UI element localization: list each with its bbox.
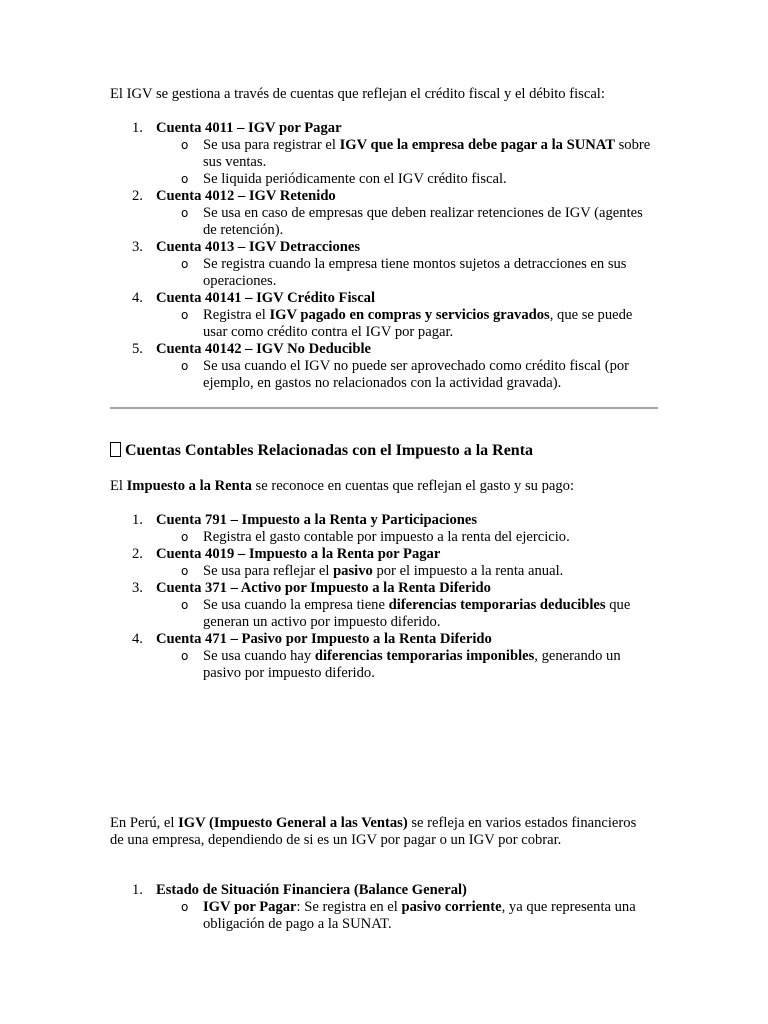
sub-bullet-text (203, 205, 660, 239)
sub-bullet-bold-run: IGV que la empresa debe pagar a la SUNAT (339, 137, 615, 153)
sub-bullet-item (110, 171, 660, 188)
list-item-number: 2. (132, 188, 143, 204)
bullet-marker-icon: o (181, 900, 189, 914)
sub-bullet-text-run: sobre sus ventas. (203, 137, 651, 170)
list-item-number: 3. (132, 580, 143, 596)
sub-bullet-text (203, 648, 660, 682)
list-item (110, 580, 660, 597)
list-item-title: Cuenta 371 – Activo por Impuesto a la Renta Diferido (156, 580, 491, 596)
sub-bullet-text-run: Se usa en caso de empresas que deben realizar retenciones de IGV (agentes de retención). (203, 205, 643, 238)
section-heading-renta (110, 441, 670, 461)
sub-bullet-bold-run: IGV por Pagar (203, 899, 297, 915)
sub-bullet-text-run: por el impuesto a la renta anual. (372, 563, 564, 579)
sub-bullet-text (203, 597, 660, 631)
sub-bullet-item (110, 529, 660, 546)
paragraph-bold-run: IGV (Impuesto General a las Ventas) (178, 815, 408, 831)
sub-bullet-text-run: Se liquida periódicamente con el IGV crédito fiscal. (203, 171, 507, 187)
sub-bullet-text (203, 899, 660, 933)
bullet-marker-icon: o (181, 359, 189, 373)
list-item-number: 1. (132, 512, 143, 528)
list-item (110, 631, 660, 648)
list-item-title: Estado de Situación Financiera (Balance General) (156, 882, 467, 898)
intro-paragraph-igv: El IGV se gestiona a través de cuentas que reflejan el crédito fiscal y el débito fiscal: (110, 86, 605, 102)
bullet-marker-icon: o (181, 172, 189, 186)
list-item (110, 882, 660, 899)
bullet-marker-icon: o (181, 206, 189, 220)
sub-bullet-text-run: Se usa cuando la empresa tiene (203, 597, 389, 613)
bullet-marker-icon: o (181, 257, 189, 271)
bullet-marker-icon: o (181, 649, 189, 663)
list-item-number: 3. (132, 239, 143, 255)
bullet-marker-icon: o (181, 308, 189, 322)
list-item-title: Cuenta 4011 – IGV por Pagar (156, 120, 342, 136)
bullet-marker-icon: o (181, 138, 189, 152)
paragraph-text-run: El (110, 478, 127, 494)
sub-bullet-text-run: : Se registra en el (296, 899, 402, 915)
renta-accounts-list (110, 512, 660, 682)
sub-bullet-item (110, 137, 660, 171)
sub-bullet-text (203, 171, 660, 188)
sub-bullet-text (203, 529, 660, 546)
list-item-number: 1. (132, 120, 143, 136)
missing-glyph-icon (110, 442, 121, 457)
list-item-title: Cuenta 4019 – Impuesto a la Renta por Pagar (156, 546, 441, 562)
sub-bullet-bold-run: diferencias temporarias imponibles (314, 648, 535, 664)
sub-bullet-text-run: Se usa cuando hay (203, 648, 315, 664)
sub-bullet-item (110, 899, 660, 933)
paragraph-text-run: se reconoce en cuentas que reflejan el gasto y su pago: (251, 478, 575, 494)
intro-paragraph-renta (110, 478, 660, 495)
sub-bullet-item (110, 358, 660, 392)
sub-bullet-text (203, 307, 660, 341)
list-item (110, 546, 660, 563)
list-item-number: 2. (132, 546, 143, 562)
sub-bullet-text-run: , que se puede usar como crédito contra el IGV por pagar. (203, 307, 633, 340)
sub-bullet-bold-run: IGV pagado en compras y servicios gravados (269, 307, 550, 323)
bullet-marker-icon: o (181, 530, 189, 544)
list-item-title: Cuenta 791 – Impuesto a la Renta y Participaciones (156, 512, 478, 528)
sub-bullet-text (203, 358, 660, 392)
list-item-number: 1. (132, 882, 143, 898)
sub-bullet-text-run: Registra el (203, 307, 270, 323)
list-item (110, 290, 660, 307)
sub-bullet-text-run: , ya que representa una obligación de pago a la SUNAT. (203, 899, 636, 932)
sub-bullet-item (110, 256, 660, 290)
sub-bullet-text (203, 256, 660, 290)
paragraph-text-run: se refleja en varios estados financieros de una empresa, dependiendo de si es un IGV por pagar o un IGV por cobrar. (110, 815, 637, 848)
financial-statements-list (110, 882, 660, 933)
section-heading-text: Cuentas Contables Relacionadas con el Impuesto a la Renta (125, 442, 534, 459)
list-item (110, 341, 660, 358)
list-item-title: Cuenta 40142 – IGV No Deducible (156, 341, 372, 357)
sub-bullet-text-run: , generando un pasivo por impuesto diferido. (203, 648, 621, 681)
sub-bullet-bold-run: diferencias temporarias deducibles (388, 597, 606, 613)
list-item (110, 239, 660, 256)
sub-bullet-text-run: Se registra cuando la empresa tiene montos sujetos a detracciones en sus operaciones. (203, 256, 627, 289)
paragraph-bold-run: Impuesto a la Renta (126, 478, 252, 494)
sub-bullet-item (110, 648, 660, 682)
sub-bullet-text-run: Registra el gasto contable por impuesto a la renta del ejercicio. (203, 529, 570, 545)
sub-bullet-text (203, 137, 660, 171)
sub-bullet-text-run: Se usa para reflejar el (203, 563, 334, 579)
list-item-number: 4. (132, 290, 143, 306)
list-item-title: Cuenta 4012 – IGV Retenido (156, 188, 336, 204)
sub-bullet-item (110, 307, 660, 341)
list-item (110, 120, 660, 137)
bullet-marker-icon: o (181, 598, 189, 612)
sub-bullet-item (110, 563, 660, 580)
list-item-title: Cuenta 40141 – IGV Crédito Fiscal (156, 290, 376, 306)
sub-bullet-item (110, 597, 660, 631)
list-item-number: 4. (132, 631, 143, 647)
sub-bullet-text (203, 563, 660, 580)
list-item-number: 5. (132, 341, 143, 357)
list-item (110, 512, 660, 529)
bullet-marker-icon: o (181, 564, 189, 578)
horizontal-divider (110, 407, 658, 409)
sub-bullet-item (110, 205, 660, 239)
sub-bullet-text-run: que generan un activo por impuesto diferido. (203, 597, 631, 630)
paragraph-text-run: En Perú, el (110, 815, 179, 831)
sub-bullet-bold-run: pasivo corriente (401, 899, 502, 915)
list-item-title: Cuenta 471 – Pasivo por Impuesto a la Renta Diferido (156, 631, 492, 647)
list-item-title: Cuenta 4013 – IGV Detracciones (156, 239, 361, 255)
list-item (110, 188, 660, 205)
igv-accounts-list (110, 120, 660, 392)
sub-bullet-text-run: Se usa para registrar el (203, 137, 340, 153)
sub-bullet-bold-run: pasivo (333, 563, 373, 579)
intro-paragraph-peru-igv (110, 815, 650, 849)
sub-bullet-text-run: Se usa cuando el IGV no puede ser aprovechado como crédito fiscal (por ejemplo, en gastos no relacionados con la actividad gravada). (203, 358, 630, 391)
